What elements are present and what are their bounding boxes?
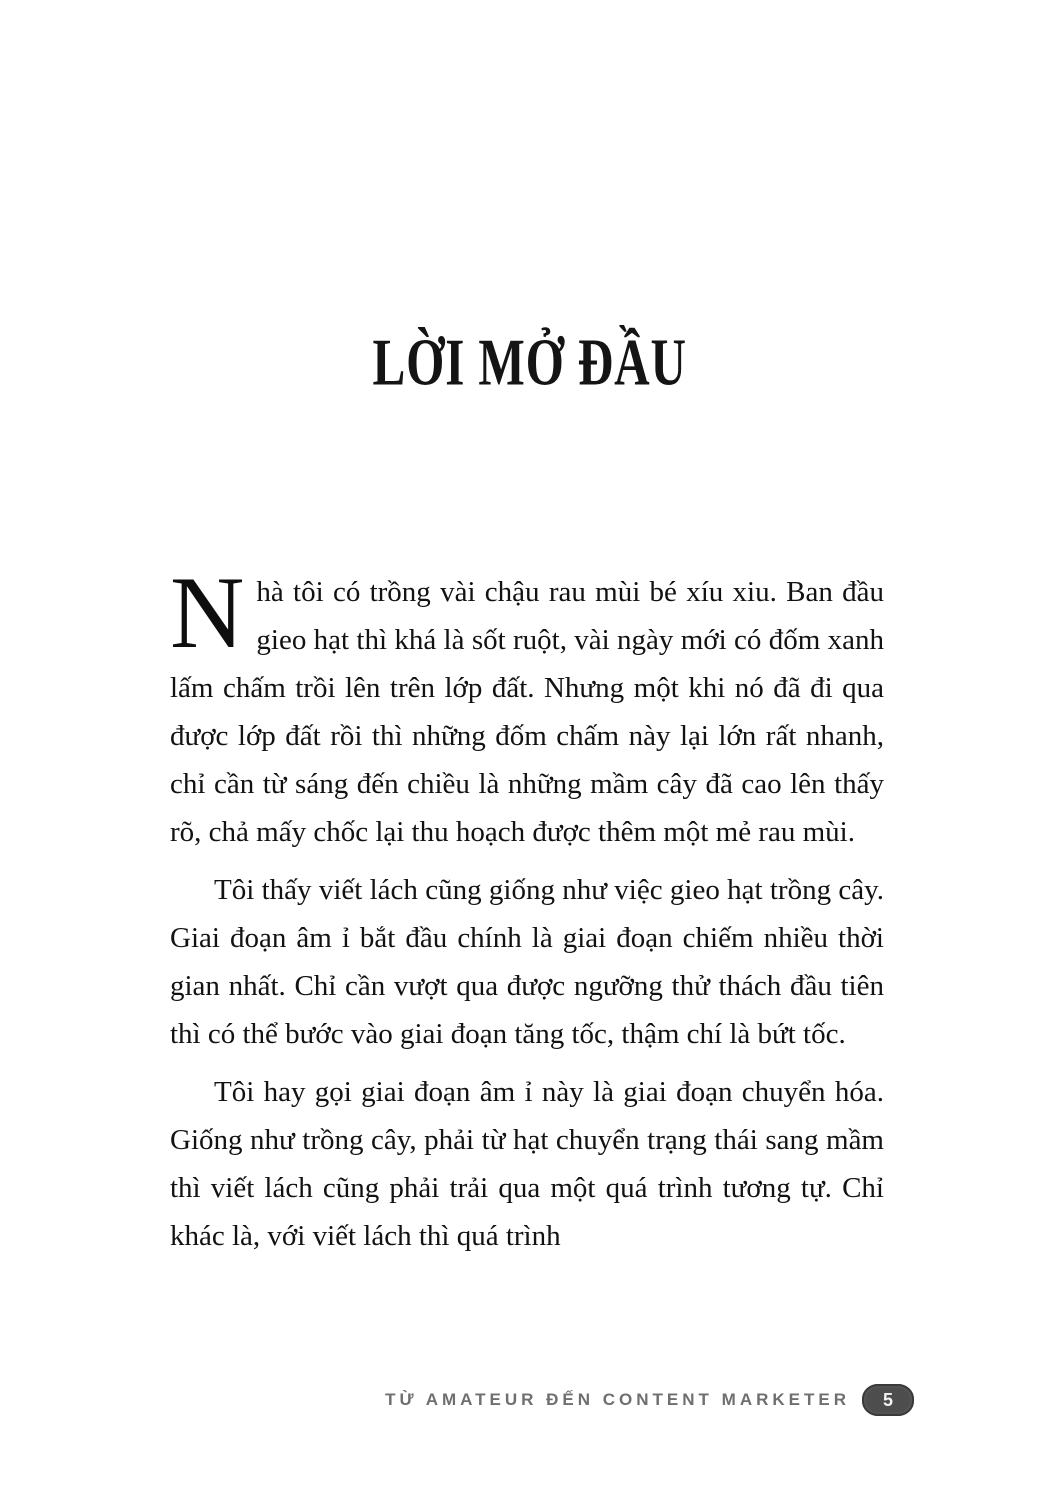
paragraph-3: Tôi hay gọi giai đoạn âm ỉ này là giai đoạn chuyển hóa. Giống như trồng cây, phải từ hạt chuyển trạng thái sang mầm thì viết lách cũng phải trải qua một quá trình tương tự. Chỉ khác là, với viết lách thì quá trình: [170, 1076, 884, 1252]
paragraph-1: Nhà tôi có trồng vài chậu rau mùi bé xíu xiu. Ban đầu gieo hạt thì khá là sốt ruột, vài ngày mới có đốm xanh lấm chấm trồi lên trên lớp đất. Nhưng một khi nó đã đi qua được lớp đất rồi thì những đốm chấm này lại lớn rất nhanh, chỉ cần từ sáng đến chiều là những mầm cây đã cao lên thấy rõ, chả mấy chốc lại thu hoạch được thêm một mẻ rau mùi.: [170, 556, 884, 848]
chapter-title-text: LỜI MỞ ĐẦU: [372, 324, 688, 399]
footer-book-title: TỪ AMATEUR ĐẾN CONTENT MARKETER: [385, 1390, 850, 1409]
page-footer: [385, 1384, 914, 1416]
body-text-block: [170, 556, 884, 1260]
page-number-badge: [862, 1384, 914, 1416]
paragraph-2: Tôi thấy viết lách cũng giống như việc gieo hạt trồng cây. Giai đoạn âm ỉ bắt đầu chính là giai đoạn chiếm nhiều thời gian nhất. Chỉ cần vượt qua được ngưỡng thử thách đầu tiên thì có thể bước vào giai đoạn tăng tốc, thậm chí là bứt tốc.: [170, 874, 884, 1050]
chapter-title: [0, 324, 1060, 399]
page-number: 5: [882, 1389, 893, 1410]
